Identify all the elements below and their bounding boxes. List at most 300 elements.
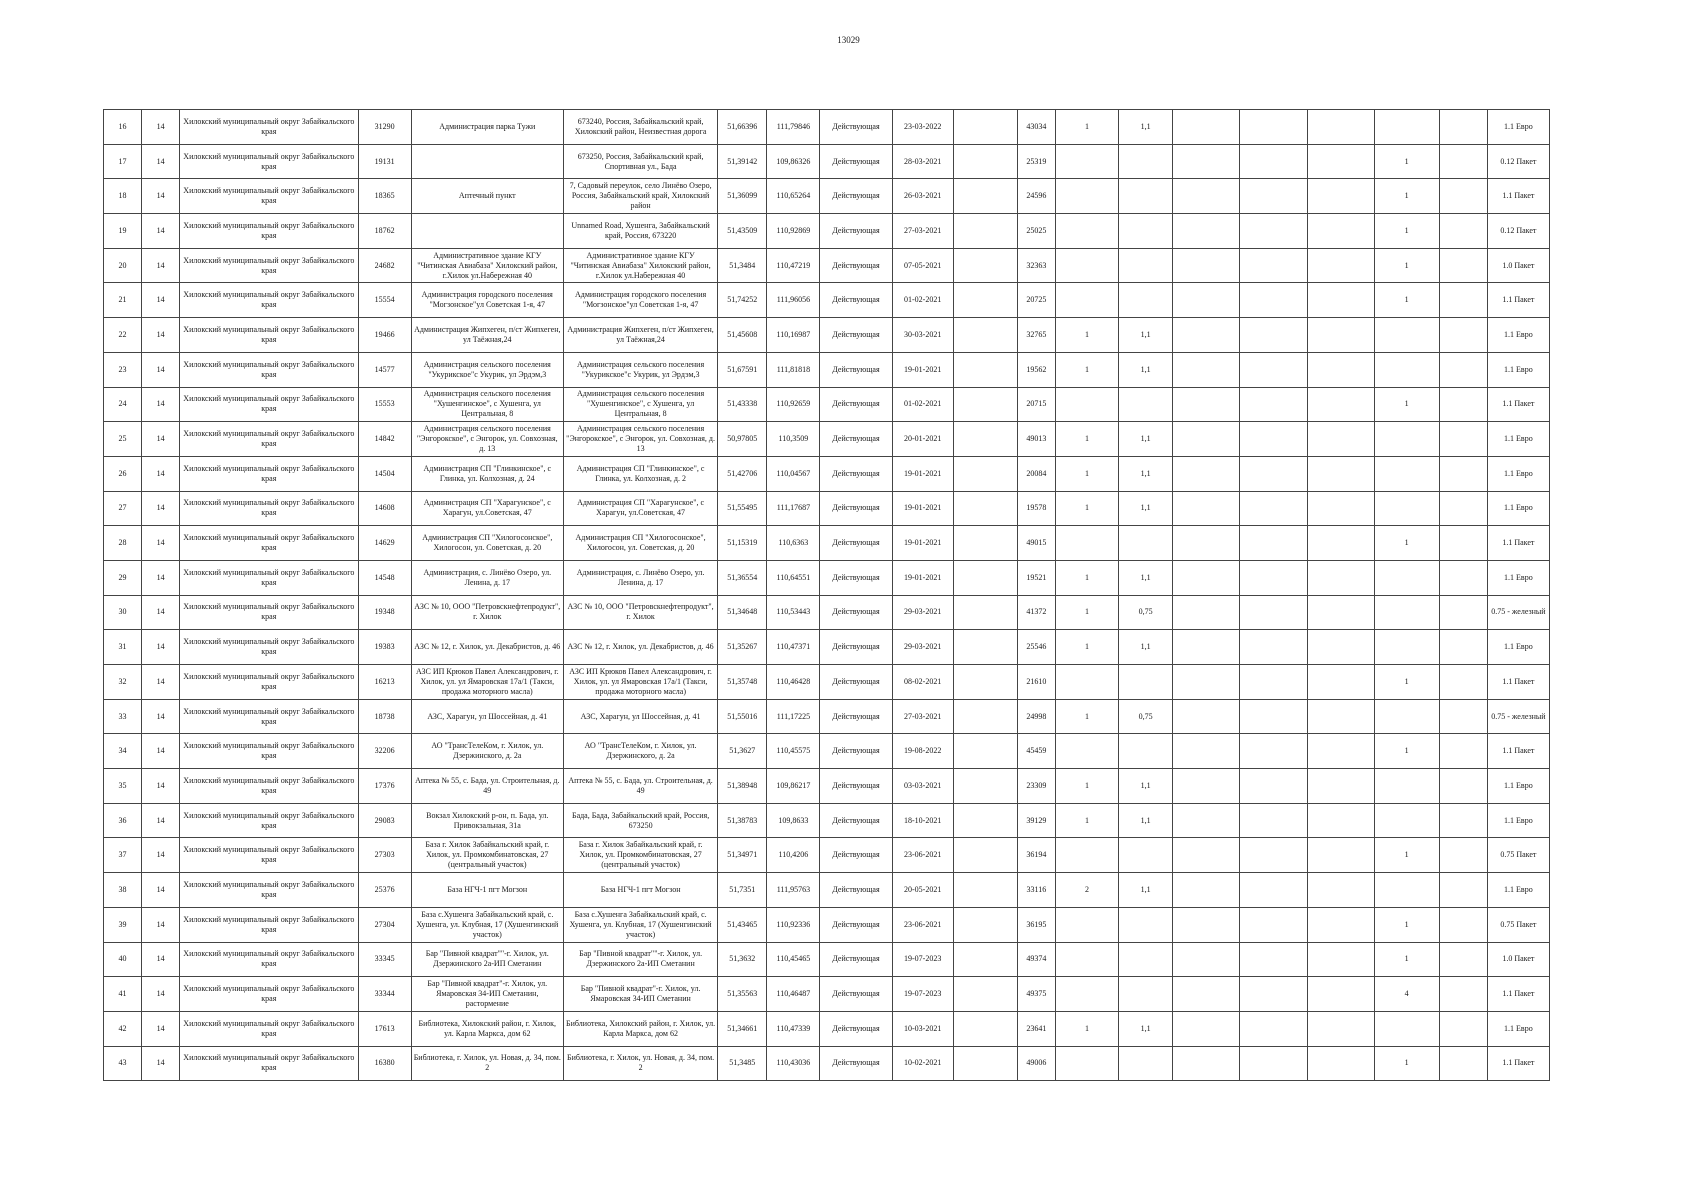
cell-container-type: 0.12 Пакет — [1487, 214, 1549, 249]
cell-site-id: 24682 — [358, 248, 411, 283]
cell-address: АЗС ИП Крюков Павел Александрович, г. Хилок, ул. ул Ямаровская 17а/1 (Такси, продажа моторного масла) — [563, 665, 717, 700]
cell-container-type: 1.1 Пакет — [1487, 734, 1549, 769]
cell-site-id: 19383 — [358, 630, 411, 665]
cell-empty-e — [1439, 803, 1487, 838]
cell-latitude: 51,55495 — [718, 491, 767, 526]
table-row — [104, 907, 1550, 942]
cell-container-count: 1 — [1055, 456, 1118, 491]
cell-latitude: 51,42706 — [718, 456, 767, 491]
cell-municipality: Хилокский муниципальный округ Забайкальского края — [180, 803, 358, 838]
cell-row-number: 22 — [104, 318, 142, 353]
cell-container-type: 1.0 Пакет — [1487, 248, 1549, 283]
cell-container-volume — [1119, 179, 1173, 214]
cell-bag-count — [1374, 491, 1439, 526]
cell-empty-d — [1308, 838, 1374, 873]
cell-address: Администрация сельского поселения "Укурикское"с Укурик, ул Эрдэм,3 — [563, 352, 717, 387]
cell-empty-e — [1439, 352, 1487, 387]
cell-status: Действующая — [820, 387, 892, 422]
cell-empty-d — [1308, 352, 1374, 387]
cell-site-name: АЗС № 12, г. Хилок, ул. Декабристов, д. 46 — [411, 630, 563, 665]
cell-longitude: 109,8633 — [767, 803, 820, 838]
cell-empty-e — [1439, 873, 1487, 908]
cell-site-id: 16213 — [358, 665, 411, 700]
cell-latitude: 50,97805 — [718, 422, 767, 457]
cell-object-id: 24596 — [1017, 179, 1055, 214]
cell-row-number: 29 — [104, 560, 142, 595]
cell-site-id: 29083 — [358, 803, 411, 838]
cell-empty-d — [1308, 977, 1374, 1012]
cell-container-count: 1 — [1055, 318, 1118, 353]
cell-empty-e — [1439, 144, 1487, 179]
cell-empty-a — [953, 595, 1017, 630]
cell-empty-a — [953, 1011, 1017, 1046]
table-row — [104, 873, 1550, 908]
cell-status: Действующая — [820, 144, 892, 179]
cell-bag-count: 1 — [1374, 942, 1439, 977]
cell-empty-b — [1173, 699, 1240, 734]
cell-empty-c — [1240, 179, 1308, 214]
cell-object-id: 39129 — [1017, 803, 1055, 838]
cell-district-code: 14 — [142, 838, 180, 873]
cell-row-number: 39 — [104, 907, 142, 942]
cell-address: 673240, Россия, Забайкальский край, Хилокский район, Неизвестная дорога — [563, 110, 717, 145]
cell-empty-c — [1240, 491, 1308, 526]
table-row — [104, 630, 1550, 665]
cell-container-count — [1055, 977, 1118, 1012]
cell-date: 30-03-2021 — [892, 318, 953, 353]
cell-date: 27-03-2021 — [892, 699, 953, 734]
cell-row-number: 31 — [104, 630, 142, 665]
cell-empty-b — [1173, 144, 1240, 179]
cell-district-code: 14 — [142, 387, 180, 422]
cell-object-id: 20725 — [1017, 283, 1055, 318]
cell-object-id: 19521 — [1017, 560, 1055, 595]
cell-site-name: База г. Хилок Забайкальский край, г. Хилок, ул. Промкомбинатовская, 27 (центральный участок) — [411, 838, 563, 873]
cell-latitude: 51,35748 — [718, 665, 767, 700]
cell-status: Действующая — [820, 699, 892, 734]
cell-container-volume: 1,1 — [1119, 560, 1173, 595]
cell-bag-count: 1 — [1374, 838, 1439, 873]
cell-container-type: 1.1 Пакет — [1487, 665, 1549, 700]
cell-empty-e — [1439, 110, 1487, 145]
cell-empty-a — [953, 214, 1017, 249]
cell-municipality: Хилокский муниципальный округ Забайкальского края — [180, 179, 358, 214]
cell-address: Администрация сельского поселения "Хушенгинское", с Хушенга, ул Центральная, 8 — [563, 387, 717, 422]
cell-site-id: 18365 — [358, 179, 411, 214]
cell-empty-b — [1173, 1046, 1240, 1081]
cell-empty-b — [1173, 248, 1240, 283]
cell-address: Администрация СП "Хилогосонское", Хилогосон, ул. Советская, д. 20 — [563, 526, 717, 561]
cell-container-count: 1 — [1055, 110, 1118, 145]
cell-container-type: 1.1 Евро — [1487, 803, 1549, 838]
cell-container-count: 1 — [1055, 491, 1118, 526]
cell-site-name: Администрация СП "Глинкинское", с Глинка, ул. Колхозная, д. 24 — [411, 456, 563, 491]
cell-status: Действующая — [820, 873, 892, 908]
cell-container-type: 1.1 Пакет — [1487, 283, 1549, 318]
cell-district-code: 14 — [142, 491, 180, 526]
cell-empty-e — [1439, 491, 1487, 526]
cell-empty-e — [1439, 665, 1487, 700]
cell-latitude: 51,74252 — [718, 283, 767, 318]
cell-address: Администрация СП "Харагунское", с Харагун, ул.Советская, 47 — [563, 491, 717, 526]
cell-date: 19-01-2021 — [892, 456, 953, 491]
table-row — [104, 110, 1550, 145]
cell-container-type: 0.12 Пакет — [1487, 144, 1549, 179]
cell-bag-count — [1374, 318, 1439, 353]
cell-empty-e — [1439, 318, 1487, 353]
cell-empty-a — [953, 630, 1017, 665]
cell-object-id: 20084 — [1017, 456, 1055, 491]
cell-empty-a — [953, 352, 1017, 387]
cell-district-code: 14 — [142, 977, 180, 1012]
cell-date: 26-03-2021 — [892, 179, 953, 214]
table-row — [104, 248, 1550, 283]
cell-longitude: 110,45465 — [767, 942, 820, 977]
table-row — [104, 734, 1550, 769]
cell-site-name: Вокзал Хилокский р-он, п. Бада, ул. Привокзальная, 31а — [411, 803, 563, 838]
cell-empty-c — [1240, 630, 1308, 665]
cell-row-number: 16 — [104, 110, 142, 145]
cell-district-code: 14 — [142, 110, 180, 145]
cell-site-name: Бар "Пивной квадрат""-г. Хилок, ул. Дзержинского 2а-ИП Сметанин — [411, 942, 563, 977]
table-row — [104, 1046, 1550, 1081]
cell-status: Действующая — [820, 977, 892, 1012]
cell-empty-c — [1240, 526, 1308, 561]
cell-longitude: 110,45575 — [767, 734, 820, 769]
cell-site-id: 14577 — [358, 352, 411, 387]
cell-empty-a — [953, 977, 1017, 1012]
cell-site-name: Библиотека, Хилокский район, г. Хилок, ул. Карла Маркса, дом 62 — [411, 1011, 563, 1046]
cell-empty-b — [1173, 595, 1240, 630]
cell-latitude: 51,34648 — [718, 595, 767, 630]
cell-container-volume: 1,1 — [1119, 873, 1173, 908]
cell-status: Действующая — [820, 422, 892, 457]
cell-site-id: 15553 — [358, 387, 411, 422]
cell-site-id: 27304 — [358, 907, 411, 942]
cell-longitude: 110,3509 — [767, 422, 820, 457]
cell-container-count — [1055, 734, 1118, 769]
cell-bag-count: 1 — [1374, 248, 1439, 283]
cell-object-id: 49015 — [1017, 526, 1055, 561]
cell-longitude: 110,65264 — [767, 179, 820, 214]
cell-status: Действующая — [820, 734, 892, 769]
cell-date: 28-03-2021 — [892, 144, 953, 179]
cell-empty-b — [1173, 803, 1240, 838]
cell-municipality: Хилокский муниципальный округ Забайкальского края — [180, 422, 358, 457]
cell-container-type: 1.1 Евро — [1487, 873, 1549, 908]
cell-status: Действующая — [820, 110, 892, 145]
cell-empty-b — [1173, 526, 1240, 561]
cell-status: Действующая — [820, 665, 892, 700]
cell-latitude: 51,66396 — [718, 110, 767, 145]
cell-empty-c — [1240, 838, 1308, 873]
cell-empty-c — [1240, 560, 1308, 595]
table-row — [104, 942, 1550, 977]
cell-container-type: 1.1 Евро — [1487, 318, 1549, 353]
table-row — [104, 387, 1550, 422]
cell-longitude: 111,79846 — [767, 110, 820, 145]
cell-site-name: Администрация СП "Хилогосонское", Хилогосон, ул. Советская, д. 20 — [411, 526, 563, 561]
cell-empty-d — [1308, 214, 1374, 249]
cell-address: Администрация СП "Глинкинское", с Глинка, ул. Колхозная, д. 2 — [563, 456, 717, 491]
cell-container-count: 1 — [1055, 699, 1118, 734]
cell-status: Действующая — [820, 595, 892, 630]
cell-empty-c — [1240, 248, 1308, 283]
cell-container-count: 1 — [1055, 1011, 1118, 1046]
cell-municipality: Хилокский муниципальный округ Забайкальского края — [180, 318, 358, 353]
table-row — [104, 318, 1550, 353]
cell-empty-c — [1240, 907, 1308, 942]
cell-site-name — [411, 144, 563, 179]
cell-container-count — [1055, 144, 1118, 179]
cell-status: Действующая — [820, 1046, 892, 1081]
cell-container-volume: 1,1 — [1119, 110, 1173, 145]
cell-container-count — [1055, 526, 1118, 561]
cell-container-type: 1.1 Евро — [1487, 1011, 1549, 1046]
cell-latitude: 51,34971 — [718, 838, 767, 873]
cell-municipality: Хилокский муниципальный округ Забайкальского края — [180, 456, 358, 491]
cell-empty-b — [1173, 214, 1240, 249]
cell-container-type: 0.75 Пакет — [1487, 838, 1549, 873]
cell-address: Бада, Бада, Забайкальский край, Россия, 673250 — [563, 803, 717, 838]
cell-empty-a — [953, 873, 1017, 908]
table-row — [104, 665, 1550, 700]
cell-container-count — [1055, 1046, 1118, 1081]
cell-container-volume: 1,1 — [1119, 456, 1173, 491]
cell-empty-c — [1240, 803, 1308, 838]
cell-district-code: 14 — [142, 734, 180, 769]
cell-longitude: 110,4206 — [767, 838, 820, 873]
cell-container-volume — [1119, 907, 1173, 942]
cell-status: Действующая — [820, 491, 892, 526]
cell-empty-b — [1173, 873, 1240, 908]
cell-empty-e — [1439, 838, 1487, 873]
cell-longitude: 110,46428 — [767, 665, 820, 700]
table-row — [104, 214, 1550, 249]
cell-status: Действующая — [820, 630, 892, 665]
cell-address: База НГЧ-1 пгт Могзон — [563, 873, 717, 908]
cell-status: Действующая — [820, 769, 892, 804]
cell-status: Действующая — [820, 838, 892, 873]
cell-empty-d — [1308, 873, 1374, 908]
cell-empty-a — [953, 803, 1017, 838]
cell-empty-c — [1240, 595, 1308, 630]
cell-empty-b — [1173, 352, 1240, 387]
cell-latitude: 51,35267 — [718, 630, 767, 665]
cell-address: Администрация сельского поселения "Энгорокское", с Энгорок, ул. Совхозная, д. 13 — [563, 422, 717, 457]
cell-container-count — [1055, 942, 1118, 977]
cell-status: Действующая — [820, 179, 892, 214]
cell-longitude: 110,43036 — [767, 1046, 820, 1081]
cell-district-code: 14 — [142, 179, 180, 214]
cell-row-number: 34 — [104, 734, 142, 769]
cell-empty-a — [953, 665, 1017, 700]
cell-latitude: 51,3484 — [718, 248, 767, 283]
cell-address: Библиотека, Хилокский район, г. Хилок, ул. Карла Маркса, дом 62 — [563, 1011, 717, 1046]
cell-site-name: Администрация сельского поселения "Хушенгинское", с Хушенга, ул Центральная, 8 — [411, 387, 563, 422]
cell-row-number: 19 — [104, 214, 142, 249]
cell-container-volume: 0,75 — [1119, 595, 1173, 630]
cell-empty-a — [953, 248, 1017, 283]
cell-bag-count — [1374, 630, 1439, 665]
cell-container-type: 1.1 Евро — [1487, 630, 1549, 665]
cell-row-number: 17 — [104, 144, 142, 179]
cell-row-number: 32 — [104, 665, 142, 700]
cell-municipality: Хилокский муниципальный округ Забайкальского края — [180, 491, 358, 526]
cell-empty-a — [953, 422, 1017, 457]
cell-municipality: Хилокский муниципальный округ Забайкальского края — [180, 352, 358, 387]
cell-district-code: 14 — [142, 907, 180, 942]
cell-bag-count — [1374, 803, 1439, 838]
cell-longitude: 110,16987 — [767, 318, 820, 353]
cell-status: Действующая — [820, 283, 892, 318]
table-row — [104, 838, 1550, 873]
cell-date: 23-06-2021 — [892, 907, 953, 942]
cell-object-id: 21610 — [1017, 665, 1055, 700]
cell-site-name: Администрация городского поселения "Могзонское"ул Советская 1-я, 47 — [411, 283, 563, 318]
cell-container-volume: 1,1 — [1119, 491, 1173, 526]
cell-date: 19-01-2021 — [892, 352, 953, 387]
cell-longitude: 110,46487 — [767, 977, 820, 1012]
cell-object-id: 36194 — [1017, 838, 1055, 873]
cell-longitude: 110,92869 — [767, 214, 820, 249]
cell-municipality: Хилокский муниципальный округ Забайкальского края — [180, 699, 358, 734]
cell-empty-e — [1439, 977, 1487, 1012]
cell-longitude: 109,86217 — [767, 769, 820, 804]
cell-empty-c — [1240, 422, 1308, 457]
cell-empty-e — [1439, 734, 1487, 769]
cell-address: 673250, Россия, Забайкальский край, Спортивная ул., Бада — [563, 144, 717, 179]
cell-site-name: АЗС ИП Крюков Павел Александрович, г. Хилок, ул. ул Ямаровская 17а/1 (Такси, продажа моторного масла) — [411, 665, 563, 700]
table-row — [104, 352, 1550, 387]
cell-date: 19-07-2023 — [892, 942, 953, 977]
cell-bag-count — [1374, 769, 1439, 804]
cell-site-name: Аптечный пункт — [411, 179, 563, 214]
cell-bag-count — [1374, 456, 1439, 491]
cell-object-id: 36195 — [1017, 907, 1055, 942]
cell-date: 19-01-2021 — [892, 560, 953, 595]
cell-site-name: АО "ТрансТелеКом, г. Хилок, ул. Дзержинского, д. 2а — [411, 734, 563, 769]
cell-container-volume — [1119, 838, 1173, 873]
cell-container-type: 1.0 Пакет — [1487, 942, 1549, 977]
cell-district-code: 14 — [142, 560, 180, 595]
cell-longitude: 110,53443 — [767, 595, 820, 630]
cell-empty-d — [1308, 942, 1374, 977]
cell-empty-a — [953, 387, 1017, 422]
cell-site-name: База с.Хушенга Забайкальский край, с. Хушенга, ул. Клубная, 17 (Хушенгинский участок) — [411, 907, 563, 942]
cell-empty-d — [1308, 1011, 1374, 1046]
cell-bag-count: 1 — [1374, 734, 1439, 769]
cell-container-volume: 1,1 — [1119, 318, 1173, 353]
cell-object-id: 41372 — [1017, 595, 1055, 630]
cell-empty-e — [1439, 907, 1487, 942]
cell-container-volume — [1119, 214, 1173, 249]
cell-status: Действующая — [820, 1011, 892, 1046]
cell-bag-count — [1374, 110, 1439, 145]
cell-site-id: 25376 — [358, 873, 411, 908]
cell-empty-e — [1439, 387, 1487, 422]
cell-container-type: 1.1 Евро — [1487, 769, 1549, 804]
cell-longitude: 110,47219 — [767, 248, 820, 283]
table-row — [104, 1011, 1550, 1046]
cell-container-type: 1.1 Пакет — [1487, 179, 1549, 214]
table-row — [104, 526, 1550, 561]
table-row — [104, 422, 1550, 457]
cell-empty-e — [1439, 248, 1487, 283]
cell-container-count: 1 — [1055, 595, 1118, 630]
cell-row-number: 20 — [104, 248, 142, 283]
cell-container-count: 1 — [1055, 560, 1118, 595]
cell-empty-d — [1308, 144, 1374, 179]
cell-site-id: 27303 — [358, 838, 411, 873]
cell-status: Действующая — [820, 560, 892, 595]
cell-bag-count: 1 — [1374, 526, 1439, 561]
cell-row-number: 38 — [104, 873, 142, 908]
cell-municipality: Хилокский муниципальный округ Забайкальского края — [180, 838, 358, 873]
cell-latitude: 51,38783 — [718, 803, 767, 838]
cell-municipality: Хилокский муниципальный округ Забайкальского края — [180, 977, 358, 1012]
cell-container-volume — [1119, 977, 1173, 1012]
cell-container-volume: 1,1 — [1119, 769, 1173, 804]
cell-site-name: База НГЧ-1 пгт Могзон — [411, 873, 563, 908]
cell-row-number: 28 — [104, 526, 142, 561]
cell-row-number: 26 — [104, 456, 142, 491]
cell-date: 08-02-2021 — [892, 665, 953, 700]
cell-status: Действующая — [820, 526, 892, 561]
cell-empty-d — [1308, 179, 1374, 214]
cell-container-type: 1.1 Пакет — [1487, 1046, 1549, 1081]
table-row — [104, 491, 1550, 526]
cell-district-code: 14 — [142, 422, 180, 457]
cell-site-id: 17376 — [358, 769, 411, 804]
cell-municipality: Хилокский муниципальный округ Забайкальского края — [180, 1011, 358, 1046]
cell-object-id: 49006 — [1017, 1046, 1055, 1081]
cell-date: 23-03-2022 — [892, 110, 953, 145]
cell-container-type: 1.1 Пакет — [1487, 387, 1549, 422]
cell-municipality: Хилокский муниципальный округ Забайкальского края — [180, 665, 358, 700]
cell-municipality: Хилокский муниципальный округ Забайкальского края — [180, 387, 358, 422]
cell-date: 01-02-2021 — [892, 387, 953, 422]
cell-municipality: Хилокский муниципальный округ Забайкальского края — [180, 560, 358, 595]
table-row — [104, 144, 1550, 179]
cell-empty-d — [1308, 318, 1374, 353]
cell-site-name: Бар "Пивной квадрат"-г. Хилок, ул. Ямаровская 34-ИП Сметанин, растормение — [411, 977, 563, 1012]
cell-district-code: 14 — [142, 1011, 180, 1046]
cell-district-code: 14 — [142, 942, 180, 977]
cell-object-id: 25546 — [1017, 630, 1055, 665]
cell-container-count — [1055, 283, 1118, 318]
cell-date: 01-02-2021 — [892, 283, 953, 318]
cell-container-volume — [1119, 734, 1173, 769]
cell-object-id: 32765 — [1017, 318, 1055, 353]
cell-site-id: 14548 — [358, 560, 411, 595]
cell-empty-a — [953, 734, 1017, 769]
cell-status: Действующая — [820, 352, 892, 387]
table-row — [104, 179, 1550, 214]
cell-row-number: 36 — [104, 803, 142, 838]
table-row — [104, 283, 1550, 318]
cell-date: 10-03-2021 — [892, 1011, 953, 1046]
cell-empty-a — [953, 526, 1017, 561]
cell-object-id: 23309 — [1017, 769, 1055, 804]
cell-date: 19-01-2021 — [892, 526, 953, 561]
cell-container-count: 1 — [1055, 769, 1118, 804]
cell-address: Библиотека, г. Хилок, ул. Новая, д. 34, пом. 2 — [563, 1046, 717, 1081]
cell-empty-e — [1439, 769, 1487, 804]
cell-container-volume — [1119, 942, 1173, 977]
cell-empty-b — [1173, 630, 1240, 665]
table-row — [104, 595, 1550, 630]
